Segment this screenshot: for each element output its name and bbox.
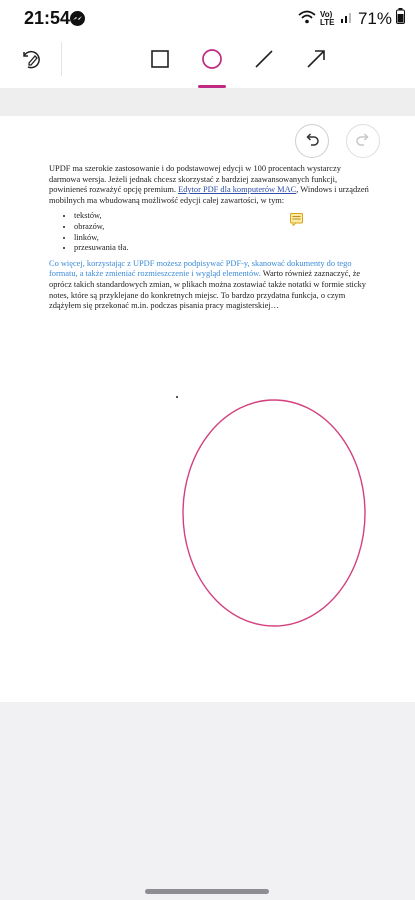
arrow-icon <box>306 49 326 74</box>
clock: 21:54 <box>24 8 71 28</box>
line-icon <box>254 49 274 74</box>
list-item: • obrazów, <box>74 222 371 233</box>
paragraph <box>49 164 371 206</box>
list-item: • linków, <box>74 233 371 244</box>
document-text <box>49 164 371 312</box>
redo-button[interactable] <box>346 124 380 158</box>
rectangle-icon <box>150 49 170 74</box>
paragraph <box>49 259 371 312</box>
line-tool[interactable] <box>247 44 281 78</box>
undo-icon <box>304 131 320 152</box>
network-label: Vo) LTE <box>319 9 335 27</box>
messenger-icon <box>70 11 85 26</box>
signature-tool[interactable] <box>14 44 48 78</box>
battery-level: 71% <box>357 8 392 28</box>
undo-button[interactable] <box>295 124 329 158</box>
document-link[interactable]: Edytor PDF dla komputerów MAC <box>178 185 297 195</box>
list-item: • tekstów, <box>74 211 371 222</box>
battery-icon <box>396 8 405 29</box>
paragraph-text: , Windows i urządzeń mobilnych ma wbudowaną możliwość edycji całej zawartości, w tym: <box>49 185 369 205</box>
paragraph-text: Warto również zaznaczyć, że oprócz takich standardowych zmian, w plikach można zostawiać także notatki w formie sticky notes, które są przyklejane do konkretnych miejsc. To bardzo przydatna funkcja, o czym zdążyłem się przekonać m.in. podczas pisania pracy magisterskiej… <box>49 269 366 311</box>
highlighted-text: Co więcej, korzystając z UPDF możesz podpisywać PDF-y, skanować dokumenty do tego formatu, a także zmieniać rozmieszczenie i wygląd elementów. <box>49 258 352 279</box>
list-item: • przesuwania tła. <box>74 243 371 254</box>
annotation-toolbar <box>0 36 415 88</box>
toolbar-divider <box>61 42 62 76</box>
redo-icon <box>355 131 371 152</box>
status-bar <box>0 0 415 36</box>
wifi-icon <box>298 9 316 29</box>
signal-icon <box>340 9 354 29</box>
ellipse-annotation[interactable] <box>182 399 368 634</box>
status-icons <box>298 8 405 29</box>
sticky-note-icon[interactable] <box>290 213 303 226</box>
stray-mark <box>176 396 178 398</box>
arrow-tool[interactable] <box>299 44 333 78</box>
feature-list <box>49 211 371 253</box>
home-indicator[interactable] <box>145 889 269 894</box>
signature-icon <box>20 48 42 75</box>
ellipse-tool[interactable] <box>195 44 229 78</box>
toolbar-gap <box>0 88 415 116</box>
ellipse-icon <box>201 48 223 75</box>
rectangle-tool[interactable] <box>143 44 177 78</box>
paragraph-text: UPDF ma szerokie zastosowanie i do podstawowej edycji w 100 procentach wystarczy darmowa wersja. Jeżeli jednak chcesz skorzystać z bardziej zaawansowanych funkcji, powinieneś rozważyć opcję premium. <box>49 164 341 195</box>
